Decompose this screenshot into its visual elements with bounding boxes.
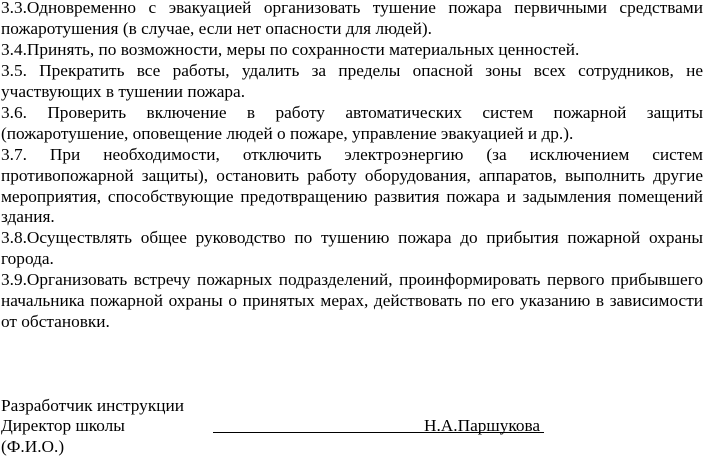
- instruction-3-4: 3.4.Принять, по возможности, меры по сохранности материальных ценностей.: [1, 40, 580, 59]
- developer-label: Разработчик инструкции: [1, 396, 184, 415]
- director-name: Н.А.Паршукова: [424, 416, 541, 435]
- instruction-3-5: 3.5. Прекратить все работы, удалить за пределы опасной зоны всех сотрудников, не участвующих в тушении пожара.: [1, 61, 703, 101]
- director-label: Директор школы: [1, 416, 125, 435]
- instruction-3-8: 3.8.Осуществлять общее руководство по тушению пожара до прибытия пожарной охраны города.: [1, 228, 703, 268]
- instruction-3-6: 3.6. Проверить включение в работу автоматических систем пожарной защиты (пожаротушение, оповещение людей о пожаре, управление эвакуацией и др.).: [1, 103, 703, 143]
- instruction-3-7: 3.7. При необходимости, отключить электроэнергию (за исключением систем противопожарной защиты), остановить работу оборудования, аппаратов, выполнить другие мероприятия, способствующие предотвращению развития пожара и задымления помещений здания.: [1, 145, 703, 227]
- fio-label: (Ф.И.О.): [1, 437, 65, 456]
- instruction-3-9: 3.9.Организовать встречу пожарных подразделений, проинформировать первого прибывшего начальника пожарной охраны о принятых мерах, действовать по его указанию в зависимости от обстановки.: [1, 270, 703, 331]
- instruction-3-3: 3.3.Одновременно с эвакуацией организовать тушение пожара первичными средствами пожаротушения (в случае, если нет опасности для людей).: [1, 0, 703, 38]
